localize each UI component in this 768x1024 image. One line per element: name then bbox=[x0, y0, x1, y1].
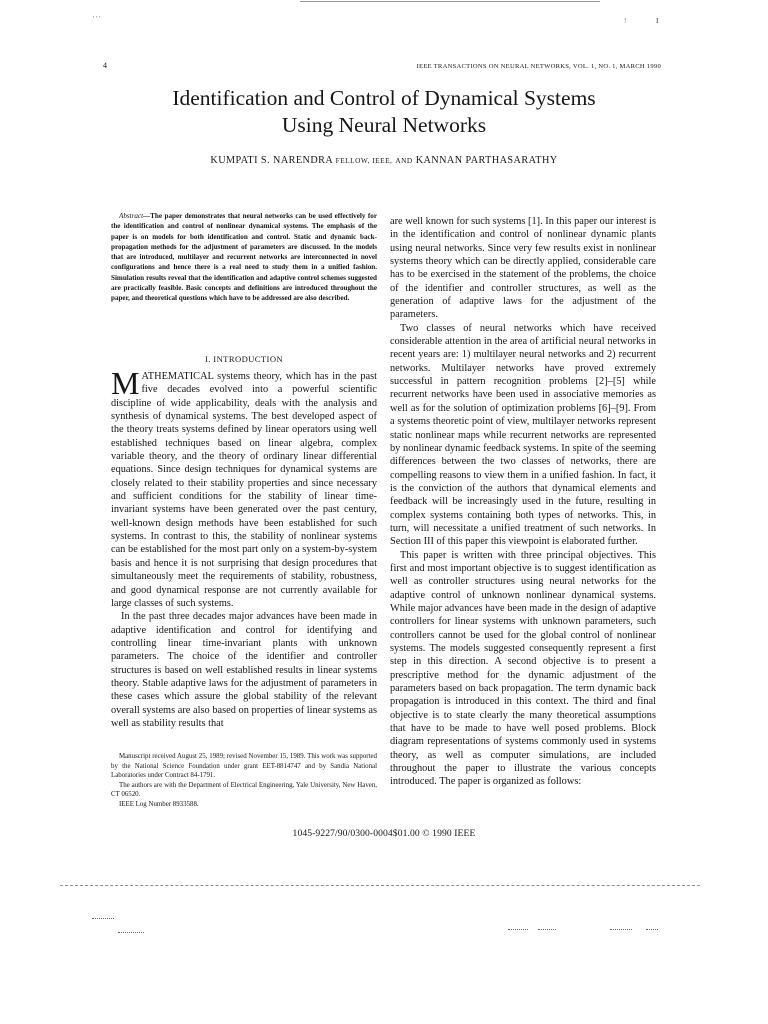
intro-paragraph-1-text: ATHEMATICAL systems theory, which has in the past five decades evolved into a powerful scientific discipline of wide applicability, deals with the analysis and synthesis of dynamical systems. The best developed aspect of the theory treats systems defined by linear operators using well established techniques based on linear algebra, complex variable theory, and the theory of ordinary linear differential equations. Since design techniques for dynamical systems are closely related to their stability properties and since necessary and sufficient conditions for the stability of linear time-invariant systems have been generated over the past century, well-known design methods have been established for such systems. In contrast to this, the stability of nonlinear systems can be established for the most part only on a system-by-system basis and hence it is not surprising that design procedures that simultaneously meet the requirements of stability, robustness, and good dynamical response are not currently available for large classes of such systems. bbox=[111, 371, 377, 609]
copyright-line: 1045-9227/90/0300-0004$01.00 © 1990 IEEE bbox=[292, 828, 476, 839]
right-paragraph-3: This paper is written with three principal objectives. This first and most important objective is to suggest identification as well as controller structures using neural networks for the adaptive control of unknown nonlinear dynamical systems. While major advances have been made in the design of adaptive controllers for linear systems with unknown parameters, such controllers cannot be used for the global control of nonlinear systems. The models suggested consequently represent a first step in this direction. A second objective is to present a prescriptive method for the dynamic adjustment of the parameters based on back propagation. The term dynamic back propagation is introduced in this context. The third and final objective is to state clearly the many theoretical assumptions that have to be made to have well posed problems. Block diagram representations of systems commonly used in systems theory, as well as computer simulations, are included throughout the paper to illustrate the various concepts introduced. The paper is organized as follows: bbox=[390, 549, 656, 788]
scan-top-rule bbox=[300, 1, 600, 2]
abstract bbox=[111, 211, 377, 303]
scan-speck-6 bbox=[646, 929, 658, 930]
author-2: KANNAN PARTHASARATHY bbox=[415, 155, 558, 166]
title-line-1: Identification and Control of Dynamical Systems bbox=[172, 86, 596, 110]
footnote-log-number: IEEE Log Number 8933588. bbox=[119, 800, 199, 808]
author-1-affiliation: FELLOW, IEEE, bbox=[335, 156, 393, 165]
scan-mark-top-right-2: I bbox=[656, 17, 659, 25]
right-paragraph-2: Two classes of neural networks which have received considerable attention in the area of artificial neural networks in recent years are: 1) multilayer neural networks and 2) recurrent networks. Multilayer networks have proved extremely successful in pattern recognition problems [2]–[5] while recurrent networks have been used in associative memories as well as for the solution of optimization problems [6]–[9]. From a systems theoretic point of view, multilayer networks represent static nonlinear maps while recurrent networks are represented by nonlinear dynamic feedback systems. In spite of the seeming differences between the two classes of networks, there are compelling reasons to view them in a unified fashion. In fact, it is the conviction of the authors that dynamical elements and feedback will be increasingly used in the future, resulting in complex systems containing both types of networks. This, in turn, will necessitate a unified treatment of such networks. In Section III of this paper this viewpoint is elaborated further. bbox=[390, 322, 656, 548]
section-heading-introduction: I. INTRODUCTION bbox=[204, 354, 284, 364]
scan-speck-5 bbox=[610, 929, 632, 930]
drop-cap: M bbox=[111, 365, 140, 401]
scan-speck-3 bbox=[508, 929, 528, 930]
author-1: KUMPATI S. NARENDRA bbox=[210, 155, 333, 166]
page-number: 4 bbox=[103, 61, 107, 70]
abstract-label: Abstract bbox=[119, 212, 144, 220]
author-line bbox=[0, 155, 768, 166]
intro-paragraph-2: In the past three decades major advances have been made in adaptive identification and control for identifying and controlling linear time-invariant plants with unknown parameters. The choice of the identifier and controller structures is based on well established results in linear systems theory. Stable adaptive laws for the adjustment of parameters in these cases which assure the global stability of the relevant overall systems are also based on properties of linear systems as well as stability results that bbox=[111, 611, 377, 729]
title-line-2: Using Neural Networks bbox=[281, 113, 487, 137]
intro-paragraph-1 bbox=[111, 365, 377, 610]
footnote bbox=[111, 752, 377, 809]
footnote-affiliation: The authors are with the Department of Electrical Engineering, Yale University, New Haven, CT 06520. bbox=[111, 781, 377, 798]
paper-title bbox=[0, 85, 768, 139]
right-paragraph-1: are well known for such systems [1]. In this paper our interest is in the identification and control of nonlinear dynamic plants using neural networks. Since very few results exist in nonlinear systems theory which can be directly applied, considerable care has to be exercised in the statement of the problems, the choice of the identifier and controller structures, as well as the generation of adaptive laws for the adjustment of the parameters. bbox=[390, 216, 656, 321]
scan-marks-top-left: ' ' ' bbox=[93, 15, 101, 23]
introduction-body bbox=[111, 365, 377, 730]
scan-mark-top-right-1: ! bbox=[624, 17, 627, 25]
running-head: IEEE TRANSACTIONS ON NEURAL NETWORKS, VOL. 1, NO. 1, MARCH 1990 bbox=[416, 63, 661, 70]
right-column-body bbox=[390, 215, 656, 789]
scan-line-bottom bbox=[60, 885, 700, 886]
scan-speck-4 bbox=[538, 929, 556, 930]
abstract-text: —The paper demonstrates that neural networks can be used effectively for the identification and control of nonlinear dynamical systems. The emphasis of the paper is on models for both identification and control. Static and dynamic back-propagation methods for the adjustment of parameters are discussed. In the models that are introduced, multilayer and recurrent networks are interconnected in novel configurations and hence there is a real need to study them in a unified fashion. Simulation results reveal that the identification and adaptive control schemes suggested are practically feasible. Basic concepts and definitions are introduced throughout the paper, and theoretical questions which have to be addressed are also described. bbox=[111, 212, 377, 302]
scan-speck-2 bbox=[118, 932, 144, 933]
scan-speck-1 bbox=[92, 918, 114, 919]
footnote-manuscript: Manuscript received August 25, 1989; revised November 15, 1989. This work was supported by the National Science Foundation under grant EET-8814747 and by Sandia National Laboratories under Contract 84-1791. bbox=[111, 753, 377, 779]
author-conjunction: AND bbox=[395, 156, 413, 165]
